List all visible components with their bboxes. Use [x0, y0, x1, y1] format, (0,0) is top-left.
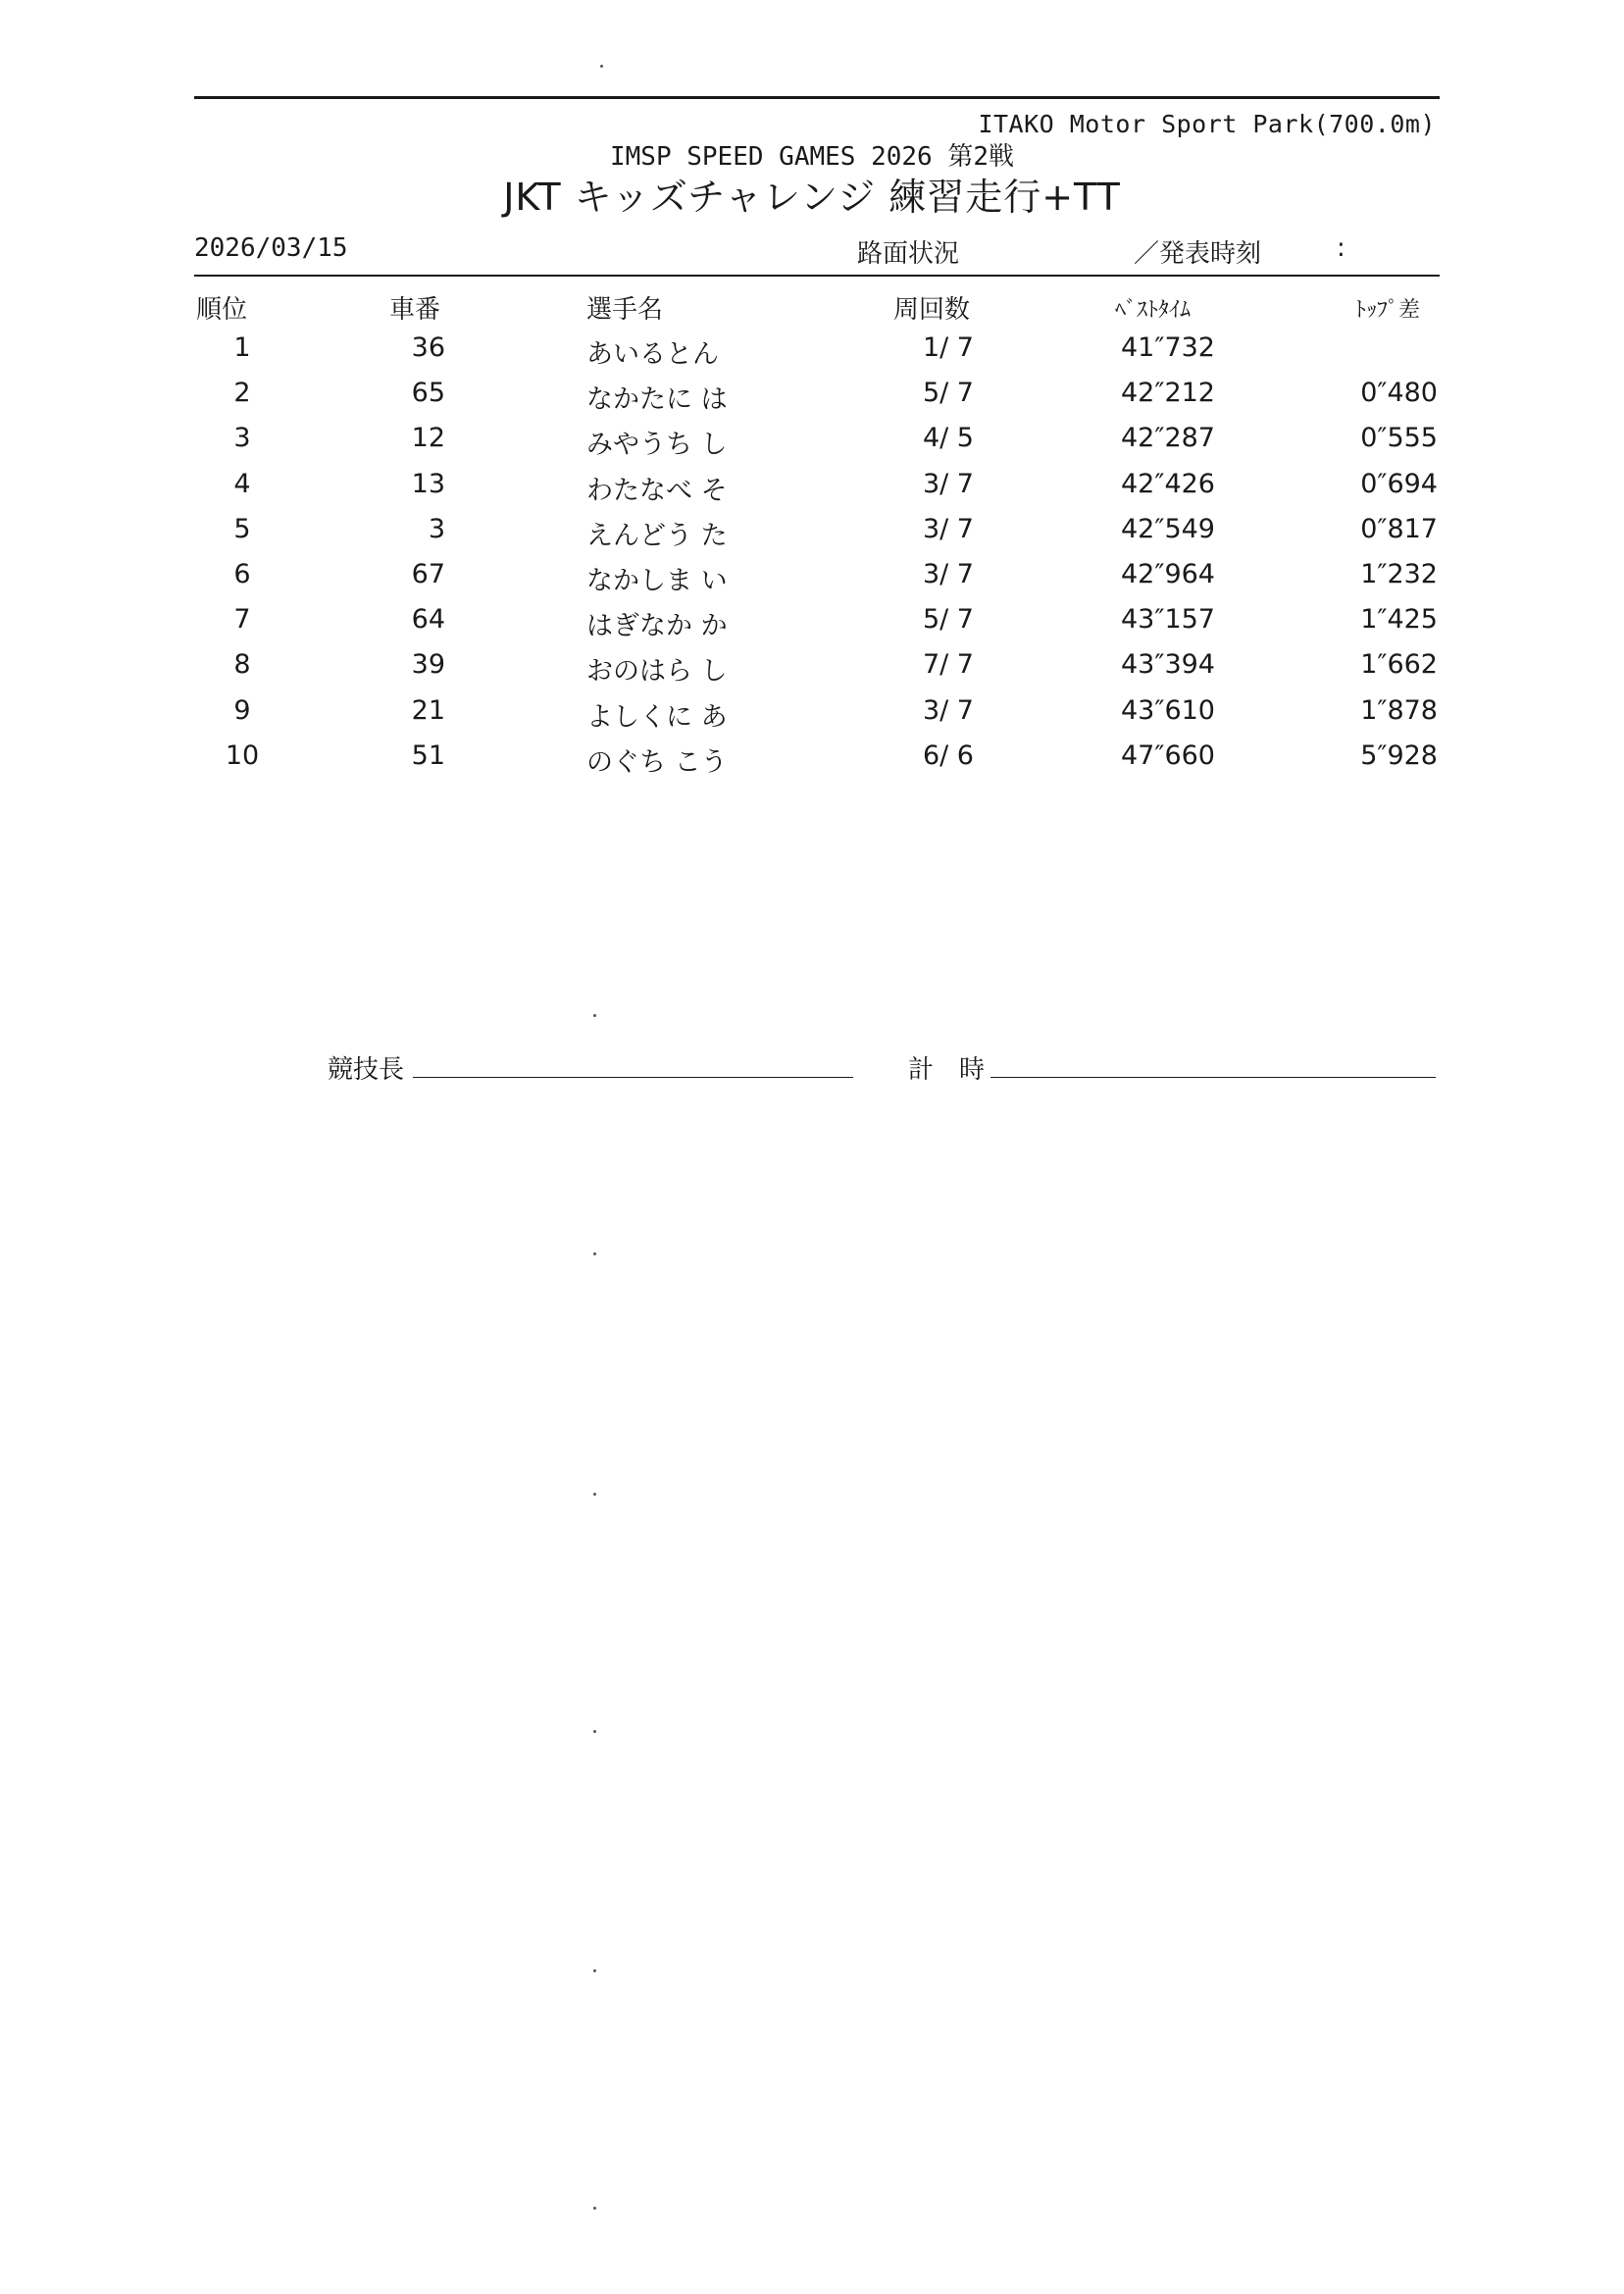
driver-name-cell: わたなべ そ: [586, 475, 728, 506]
rank-cell: 5: [233, 513, 251, 544]
car-number-cell: 64: [411, 604, 445, 636]
road-condition-label: 路面状況: [857, 239, 960, 269]
rank-cell: 6: [233, 559, 251, 589]
gap-to-top-cell: 0″480: [1360, 378, 1438, 409]
rank-cell: 7: [233, 604, 251, 636]
scan-speck: [600, 65, 603, 68]
driver-name-cell: みやうち し: [586, 430, 728, 461]
car-number-cell: 12: [411, 423, 445, 454]
gap-to-top-cell: 1″878: [1360, 694, 1438, 726]
column-header-car: 車番: [389, 295, 441, 325]
car-number-cell: 21: [411, 694, 445, 726]
column-header-best-time: ﾍﾞｽﾄﾀｲﾑ: [1115, 298, 1192, 323]
venue-name: ITAKO Motor Sport Park(700.0m): [978, 110, 1436, 138]
gap-to-top-cell: 5″928: [1360, 739, 1438, 771]
best-time-cell: 43″394: [1121, 649, 1215, 681]
gap-to-top-cell: 0″555: [1360, 423, 1438, 454]
column-header-rank: 順位: [196, 295, 248, 325]
laps-cell: 4/ 5: [922, 423, 974, 454]
director-signature-line: [413, 1077, 853, 1078]
rank-cell: 9: [233, 694, 251, 726]
laps-cell: 3/ 7: [922, 468, 974, 499]
top-rule: [194, 96, 1440, 99]
gap-to-top-cell: 1″662: [1360, 649, 1438, 681]
header-rule: [194, 275, 1440, 277]
gap-to-top-cell: 1″425: [1360, 604, 1438, 636]
scan-speck: [593, 1969, 596, 1972]
best-time-cell: 42″212: [1121, 378, 1215, 409]
scan-speck: [593, 1730, 596, 1733]
series-name: IMSP SPEED GAMES 2026 第2戦: [609, 142, 1015, 172]
scan-speck: [593, 1014, 596, 1017]
best-time-cell: 42″287: [1121, 423, 1215, 454]
laps-cell: 7/ 7: [922, 649, 974, 681]
driver-name-cell: のぐち こう: [586, 746, 728, 778]
car-number-cell: 13: [411, 468, 445, 499]
driver-name-cell: あいるとん: [586, 339, 719, 370]
gap-to-top-cell: 0″817: [1360, 513, 1438, 544]
rank-cell: 1: [233, 332, 251, 363]
best-time-cell: 41″732: [1121, 332, 1215, 363]
scan-speck: [593, 2207, 596, 2210]
car-number-cell: 65: [411, 378, 445, 409]
driver-name-cell: なかたに は: [586, 384, 728, 416]
car-number-cell: 3: [428, 513, 445, 544]
column-header-laps: 周回数: [893, 295, 971, 325]
rank-cell: 10: [225, 739, 260, 771]
car-number-cell: 39: [411, 649, 445, 681]
driver-name-cell: おのはら し: [586, 656, 728, 688]
laps-cell: 3/ 7: [922, 559, 974, 589]
laps-cell: 1/ 7: [922, 332, 974, 363]
best-time-cell: 42″426: [1121, 468, 1215, 499]
laps-cell: 5/ 7: [922, 604, 974, 636]
best-time-cell: 43″610: [1121, 694, 1215, 726]
laps-cell: 3/ 7: [922, 513, 974, 544]
timing-label: 計 時: [908, 1055, 986, 1085]
driver-name-cell: なかしま い: [586, 566, 728, 596]
column-header-gap: ﾄｯﾌﾟ差: [1355, 298, 1421, 323]
laps-cell: 6/ 6: [922, 739, 974, 771]
rank-cell: 2: [233, 378, 251, 409]
scan-speck: [593, 1252, 596, 1255]
driver-name-cell: えんどう た: [586, 520, 728, 551]
page-title: JKT キッズチャレンジ 練習走行+TT: [503, 176, 1121, 219]
driver-name-cell: はぎなか か: [586, 611, 728, 642]
timing-signature-line: [990, 1077, 1436, 1078]
gap-to-top-cell: 0″694: [1360, 468, 1438, 499]
driver-name-cell: よしくに あ: [586, 701, 728, 733]
scan-speck: [593, 1493, 596, 1496]
publish-time-label: ／発表時刻: [1134, 239, 1262, 269]
car-number-cell: 67: [411, 559, 445, 589]
best-time-cell: 42″964: [1121, 559, 1215, 589]
laps-cell: 5/ 7: [922, 378, 974, 409]
car-number-cell: 36: [411, 332, 445, 363]
column-header-name: 選手名: [586, 295, 664, 325]
best-time-cell: 47″660: [1121, 739, 1215, 771]
director-label: 競技長: [328, 1055, 405, 1085]
event-date: 2026/03/15: [194, 233, 348, 263]
rank-cell: 8: [233, 649, 251, 681]
best-time-cell: 42″549: [1121, 513, 1215, 544]
rank-cell: 3: [233, 423, 251, 454]
car-number-cell: 51: [411, 739, 445, 771]
rank-cell: 4: [233, 468, 251, 499]
publish-time-value: :: [1337, 233, 1345, 263]
gap-to-top-cell: 1″232: [1360, 559, 1438, 589]
laps-cell: 3/ 7: [922, 694, 974, 726]
best-time-cell: 43″157: [1121, 604, 1215, 636]
